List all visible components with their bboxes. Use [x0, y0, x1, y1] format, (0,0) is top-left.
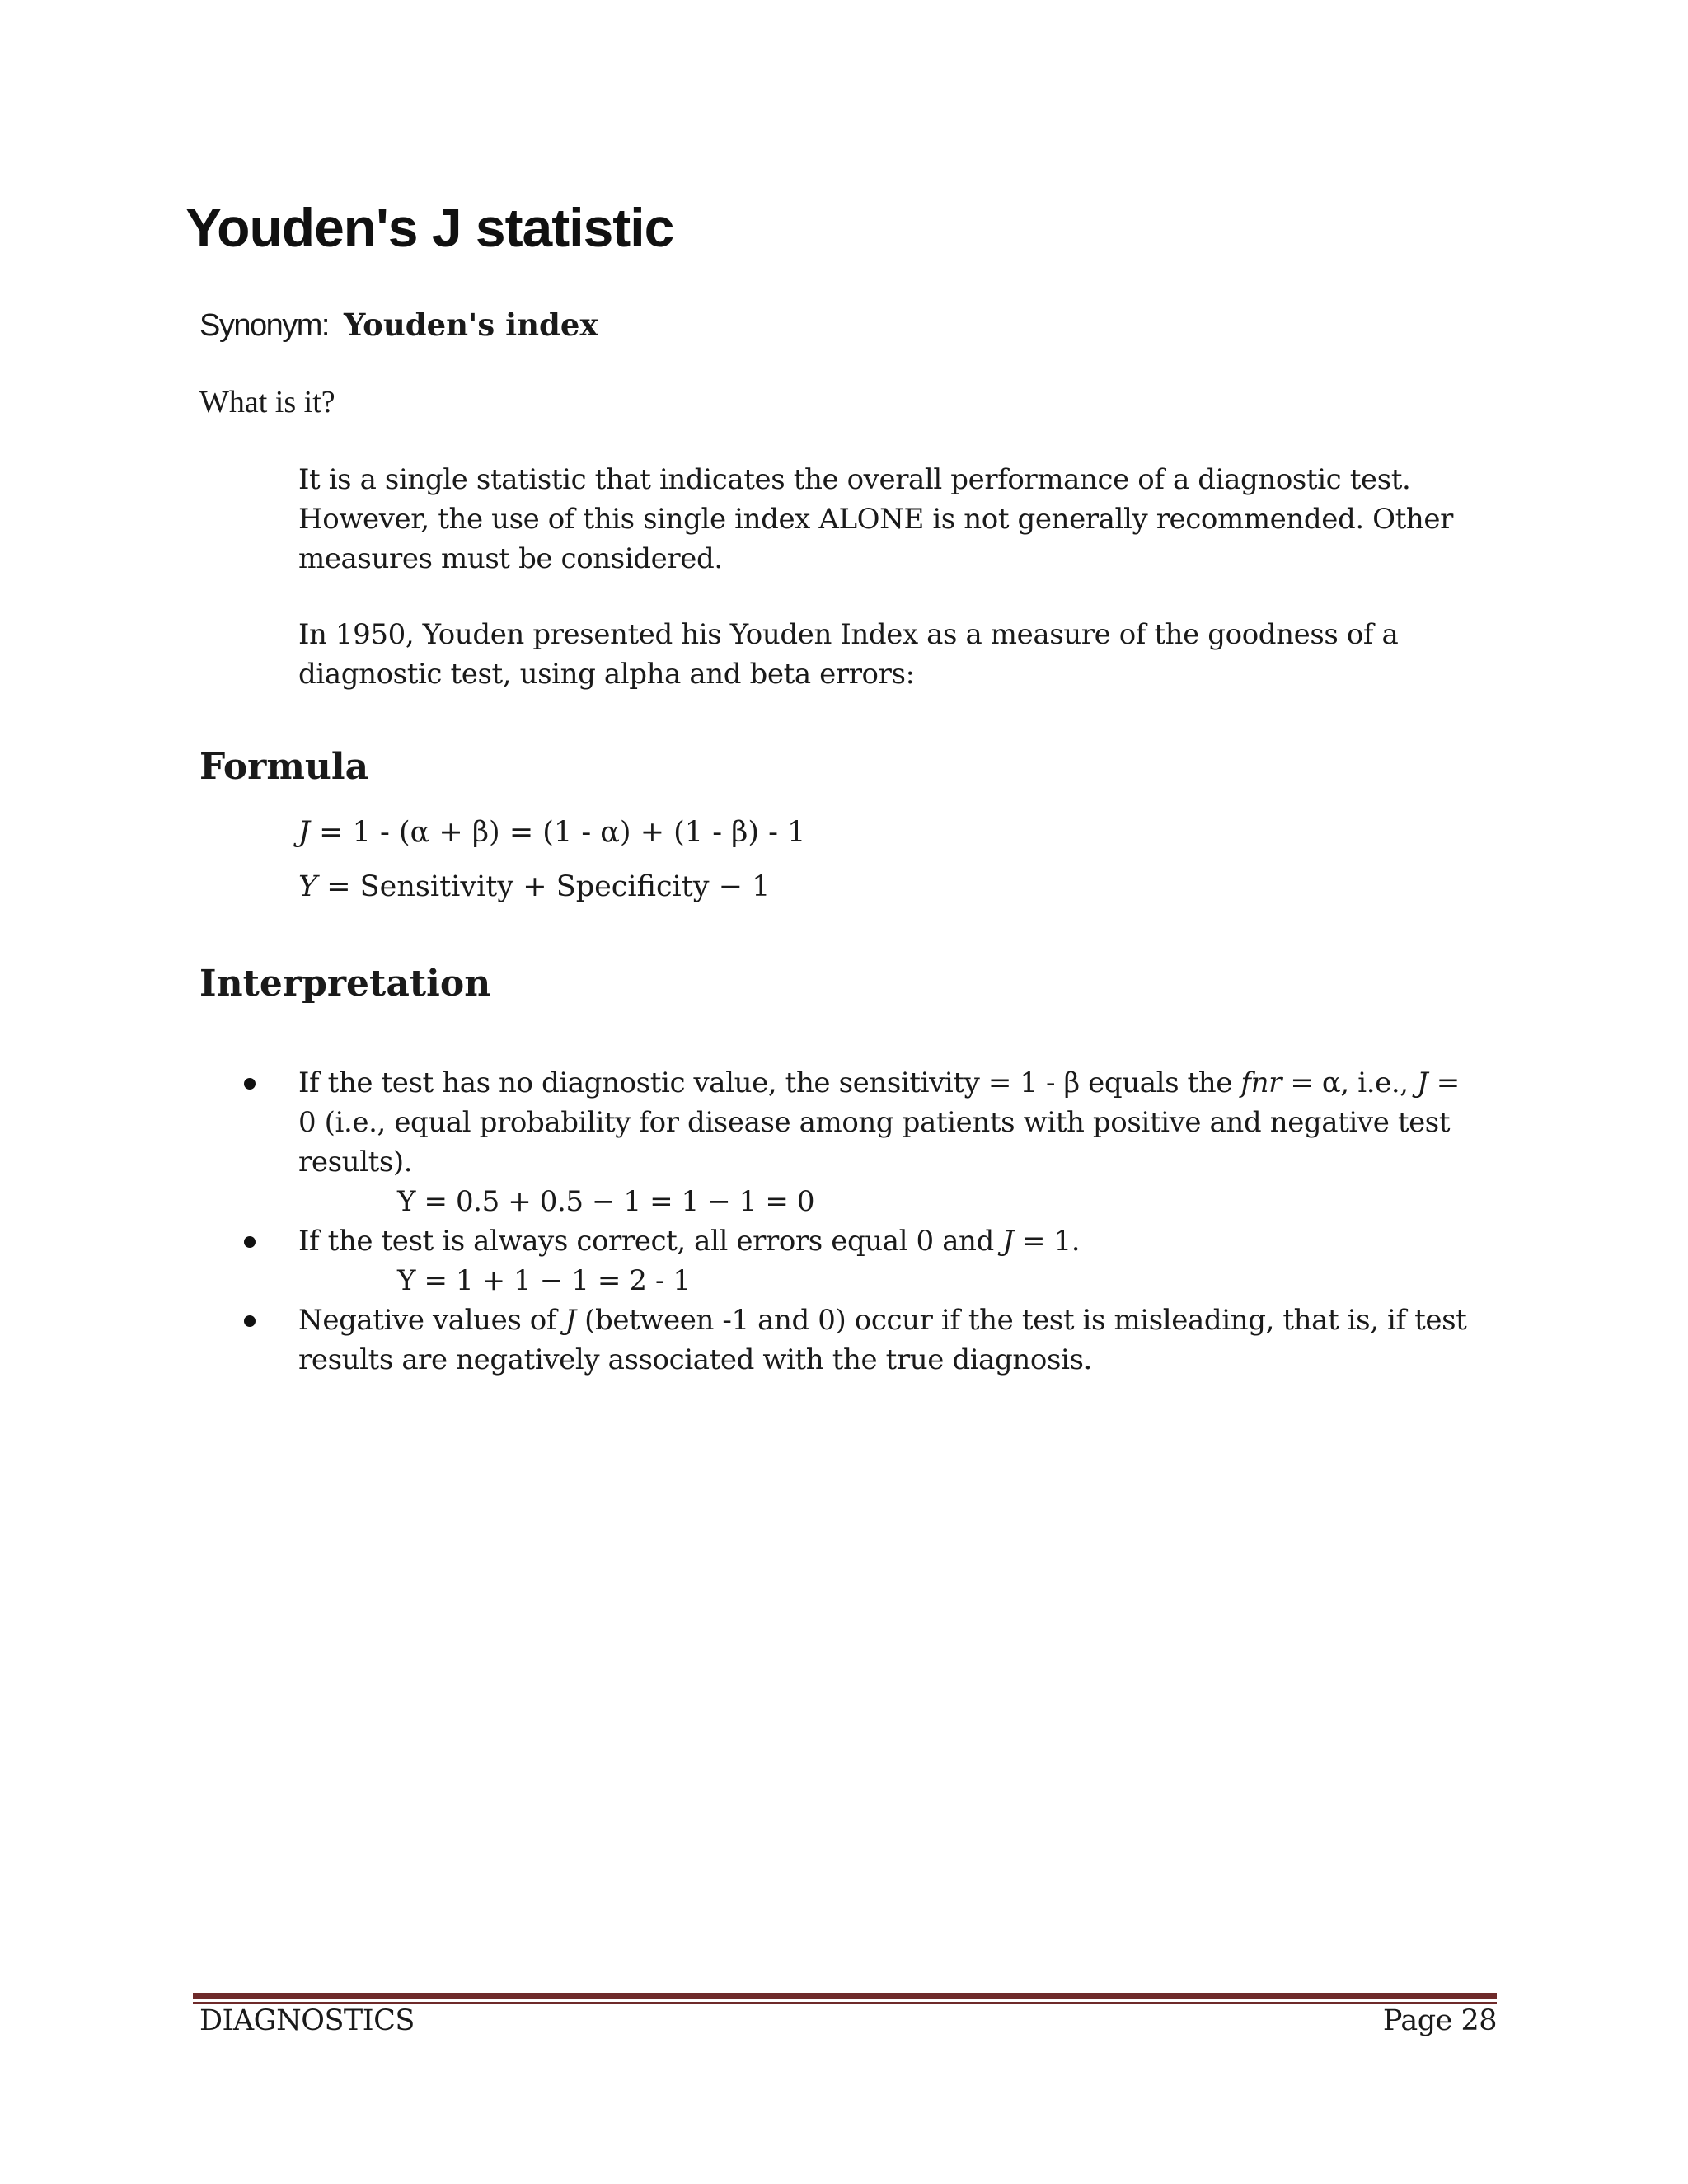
bullet-text: If the test is always correct, all errors equal 0 and: [298, 1225, 1003, 1258]
footer-rule-thin: [193, 2002, 1497, 2004]
bullet-icon: [244, 1078, 256, 1090]
what-is-it-heading: What is it?: [199, 385, 335, 419]
history-paragraph: In 1950, Youden presented his Youden Index as a measure of the goodness of a diagnostic test, using alpha and beta errors:: [298, 618, 1399, 691]
formula-j-variable: J: [298, 816, 311, 849]
page-title: Youden's J statistic: [185, 197, 674, 258]
bullet-text: If the test has no diagnostic value, the sensitivity = 1 - β equals the: [298, 1066, 1241, 1099]
formula-y: [298, 870, 770, 903]
formula-j: [298, 816, 805, 849]
j-symbol: J: [1417, 1066, 1428, 1099]
interpretation-heading: Interpretation: [199, 963, 491, 1005]
bullet-text: Negative values of: [298, 1304, 565, 1337]
footer-rule-thick: [193, 1993, 1497, 1999]
j-symbol: J: [1002, 1225, 1014, 1258]
footer-divider: [193, 1993, 1497, 2004]
synonym-value: Youden's index: [343, 307, 598, 343]
j-symbol: J: [565, 1304, 576, 1337]
bullet-text: = 1.: [1013, 1225, 1081, 1258]
bullet-icon: [244, 1315, 256, 1327]
synonym-label: Synonym:: [199, 308, 329, 343]
list-item: [232, 1221, 1485, 1301]
fnr-symbol: fnr: [1240, 1066, 1282, 1099]
bullet-icon: [244, 1236, 256, 1248]
bullet-equation: Y = 1 + 1 − 1 = 2 - 1: [397, 1264, 691, 1297]
list-item: [232, 1301, 1485, 1380]
bullet-text: (between -1 and 0) occur if the test is misleading, that is, if test results are negatively associated with the true diagnosis.: [298, 1304, 1467, 1376]
interpretation-list: [232, 1063, 1485, 1380]
formula-y-expression: = Sensitivity + Specificity − 1: [317, 870, 771, 903]
footer-page-number: Page 28: [1382, 2004, 1497, 2037]
formula-j-expression: = 1 - (α + β) = (1 - α) + (1 - β) - 1: [310, 816, 806, 849]
synonym-line: [199, 307, 598, 344]
description-paragraph: It is a single statistic that indicates the overall performance of a diagnostic test. However, the use of this single index ALONE is not generally recommended. Other measures must be considered.: [298, 463, 1453, 575]
footer-section-name: DIAGNOSTICS: [199, 2004, 415, 2037]
list-item: [232, 1063, 1485, 1221]
bullet-equation: Y = 0.5 + 0.5 − 1 = 1 − 1 = 0: [397, 1185, 815, 1218]
formula-y-variable: Y: [298, 870, 318, 903]
formula-heading: Formula: [199, 746, 369, 788]
bullet-text: = α, i.e.,: [1281, 1066, 1418, 1099]
bullet-text: = 0 (i.e., equal probability for disease among patients with positive and negative test results).: [298, 1066, 1460, 1179]
